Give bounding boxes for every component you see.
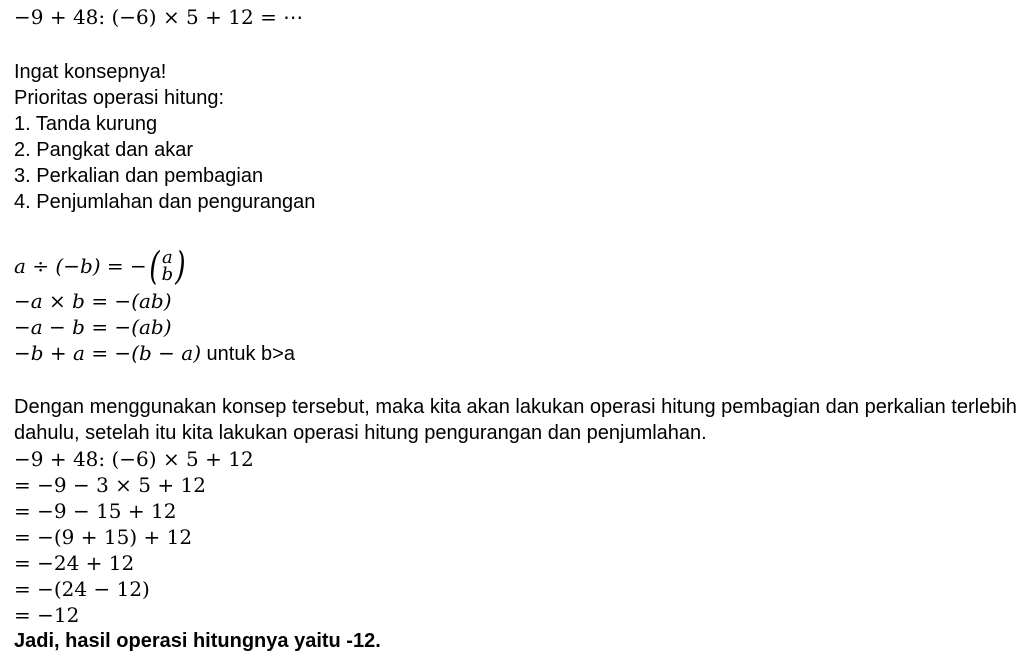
fraction-numerator: a (162, 247, 173, 268)
fraction-denominator: b (161, 264, 174, 285)
step-6: = −(24 − 12) (14, 577, 150, 601)
step-1: −9 + 48: (−6) × 5 + 12 (14, 447, 254, 471)
rule-division-left: a ÷ (−b) = − (14, 254, 147, 278)
step-4: = −(9 + 15) + 12 (14, 525, 193, 549)
priority-item-3: 3. Perkalian dan pembagian (14, 165, 264, 187)
conclusion: Jadi, hasil operasi hitungnya yaitu -12. (14, 630, 381, 652)
priority-item-1: 1. Tanda kurung (14, 113, 158, 135)
priority-item-4: 4. Penjumlahan dan pengurangan (14, 191, 316, 213)
rule-addition-condition: untuk b>a (201, 343, 295, 365)
problem-statement: −9 + 48: (−6) × 5 + 12 = ⋯ (14, 5, 304, 29)
right-paren: ) (175, 244, 186, 288)
fraction (162, 249, 174, 283)
priority-heading: Prioritas operasi hitung: (14, 87, 225, 109)
step-2: = −9 − 3 × 5 + 12 (14, 473, 206, 497)
rule-subtraction: −a − b = −(ab) (14, 315, 172, 339)
rule-multiplication: −a × b = −(ab) (14, 289, 172, 313)
left-paren: ( (149, 244, 160, 288)
explanation-line-1: Dengan menggunakan konsep tersebut, maka kita akan lakukan operasi hitung pembagian dan perkalian terlebih (14, 396, 1017, 418)
rule-addition (14, 340, 295, 367)
explanation-line-2: dahulu, setelah itu kita lakukan operasi hitung pengurangan dan penjumlahan. (14, 422, 707, 444)
rule-division (14, 246, 188, 286)
concept-heading: Ingat konsepnya! (14, 61, 167, 83)
step-5: = −24 + 12 (14, 551, 135, 575)
priority-item-2: 2. Pangkat dan akar (14, 139, 194, 161)
rule-division-fraction (147, 244, 188, 288)
step-3: = −9 − 15 + 12 (14, 499, 177, 523)
rule-addition-math: −b + a = −(b − a) (14, 341, 201, 365)
step-7: = −12 (14, 603, 80, 627)
